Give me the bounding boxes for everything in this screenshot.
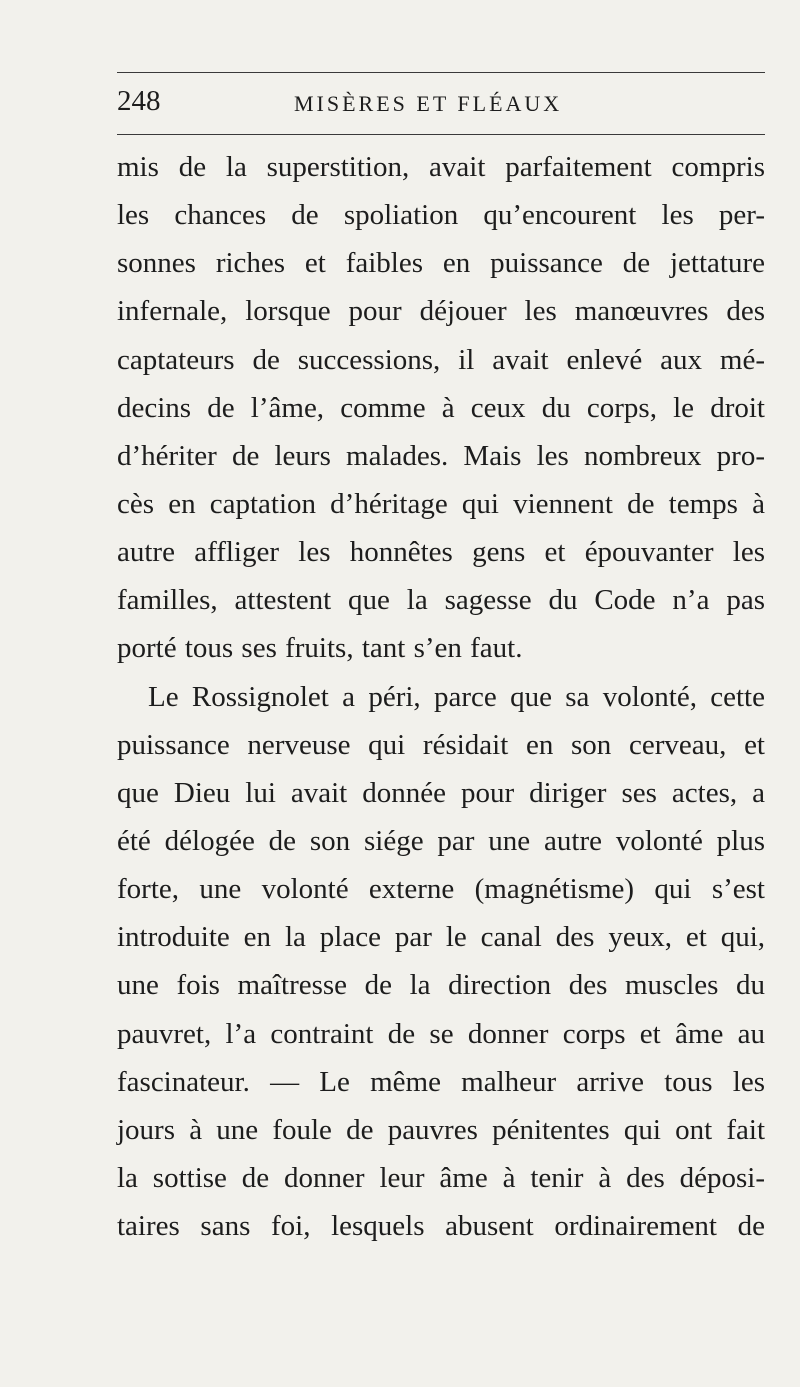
text-line: decins de l’âme, comme à ceux du corps, le droit [117,391,765,424]
running-title: MISÈRES ET FLÉAUX [294,91,563,116]
text-line: cès en captation d’héritage qui viennent de temps à [117,487,765,520]
text-line: mis de la superstition, avait parfaitement compris [117,151,765,183]
text-line: fascinateur. — Le même malheur arrive tous les [117,1065,765,1098]
page-number: 248 [117,85,161,117]
text-line: taires sans foi, lesquels abusent ordinairement de [117,1210,765,1243]
text-line: autre affliger les honnêtes gens et épouvanter les [117,536,765,569]
text-line: jours à une foule de pauvres pénitentes qui ont fait [117,1113,765,1146]
text-line: été délogée de son siége par une autre volonté plus [117,824,765,857]
text-line: introduite en la place par le canal des yeux, et qui, [117,921,765,954]
text-line: sonnes riches et faibles en puissance de jettature [117,247,765,280]
page-header [117,82,765,126]
text-line: que Dieu lui avait donnée pour diriger ses actes, a [117,776,765,809]
body-text [117,143,765,1250]
text-line: infernale, lorsque pour déjouer les manœuvres des [117,295,765,328]
paragraph-first-line: Le Rossignolet a péri, parce que sa volonté, cette [148,680,765,713]
text-line: pauvret, l’a contraint de se donner corps et âme au [117,1017,765,1050]
text-line: forte, une volonté externe (magnétisme) qui s’est [117,873,765,906]
text-line: captateurs de successions, il avait enlevé aux mé- [117,343,765,376]
header-bottom-rule [117,134,765,135]
text-line: d’hériter de leurs malades. Mais les nombreux pro- [117,439,765,472]
header-top-rule [117,72,765,73]
text-line: puissance nerveuse qui résidait en son cerveau, et [117,728,765,761]
text-line: la sottise de donner leur âme à tenir à des déposi- [117,1161,765,1194]
text-line: une fois maîtresse de la direction des muscles du [117,969,765,1002]
text-line: familles, attestent que la sagesse du Code n’a pas [117,584,765,617]
text-line: les chances de spoliation qu’encourent les per- [117,199,765,232]
paragraph-end-line: porté tous ses fruits, tant s’en faut. [117,632,523,665]
